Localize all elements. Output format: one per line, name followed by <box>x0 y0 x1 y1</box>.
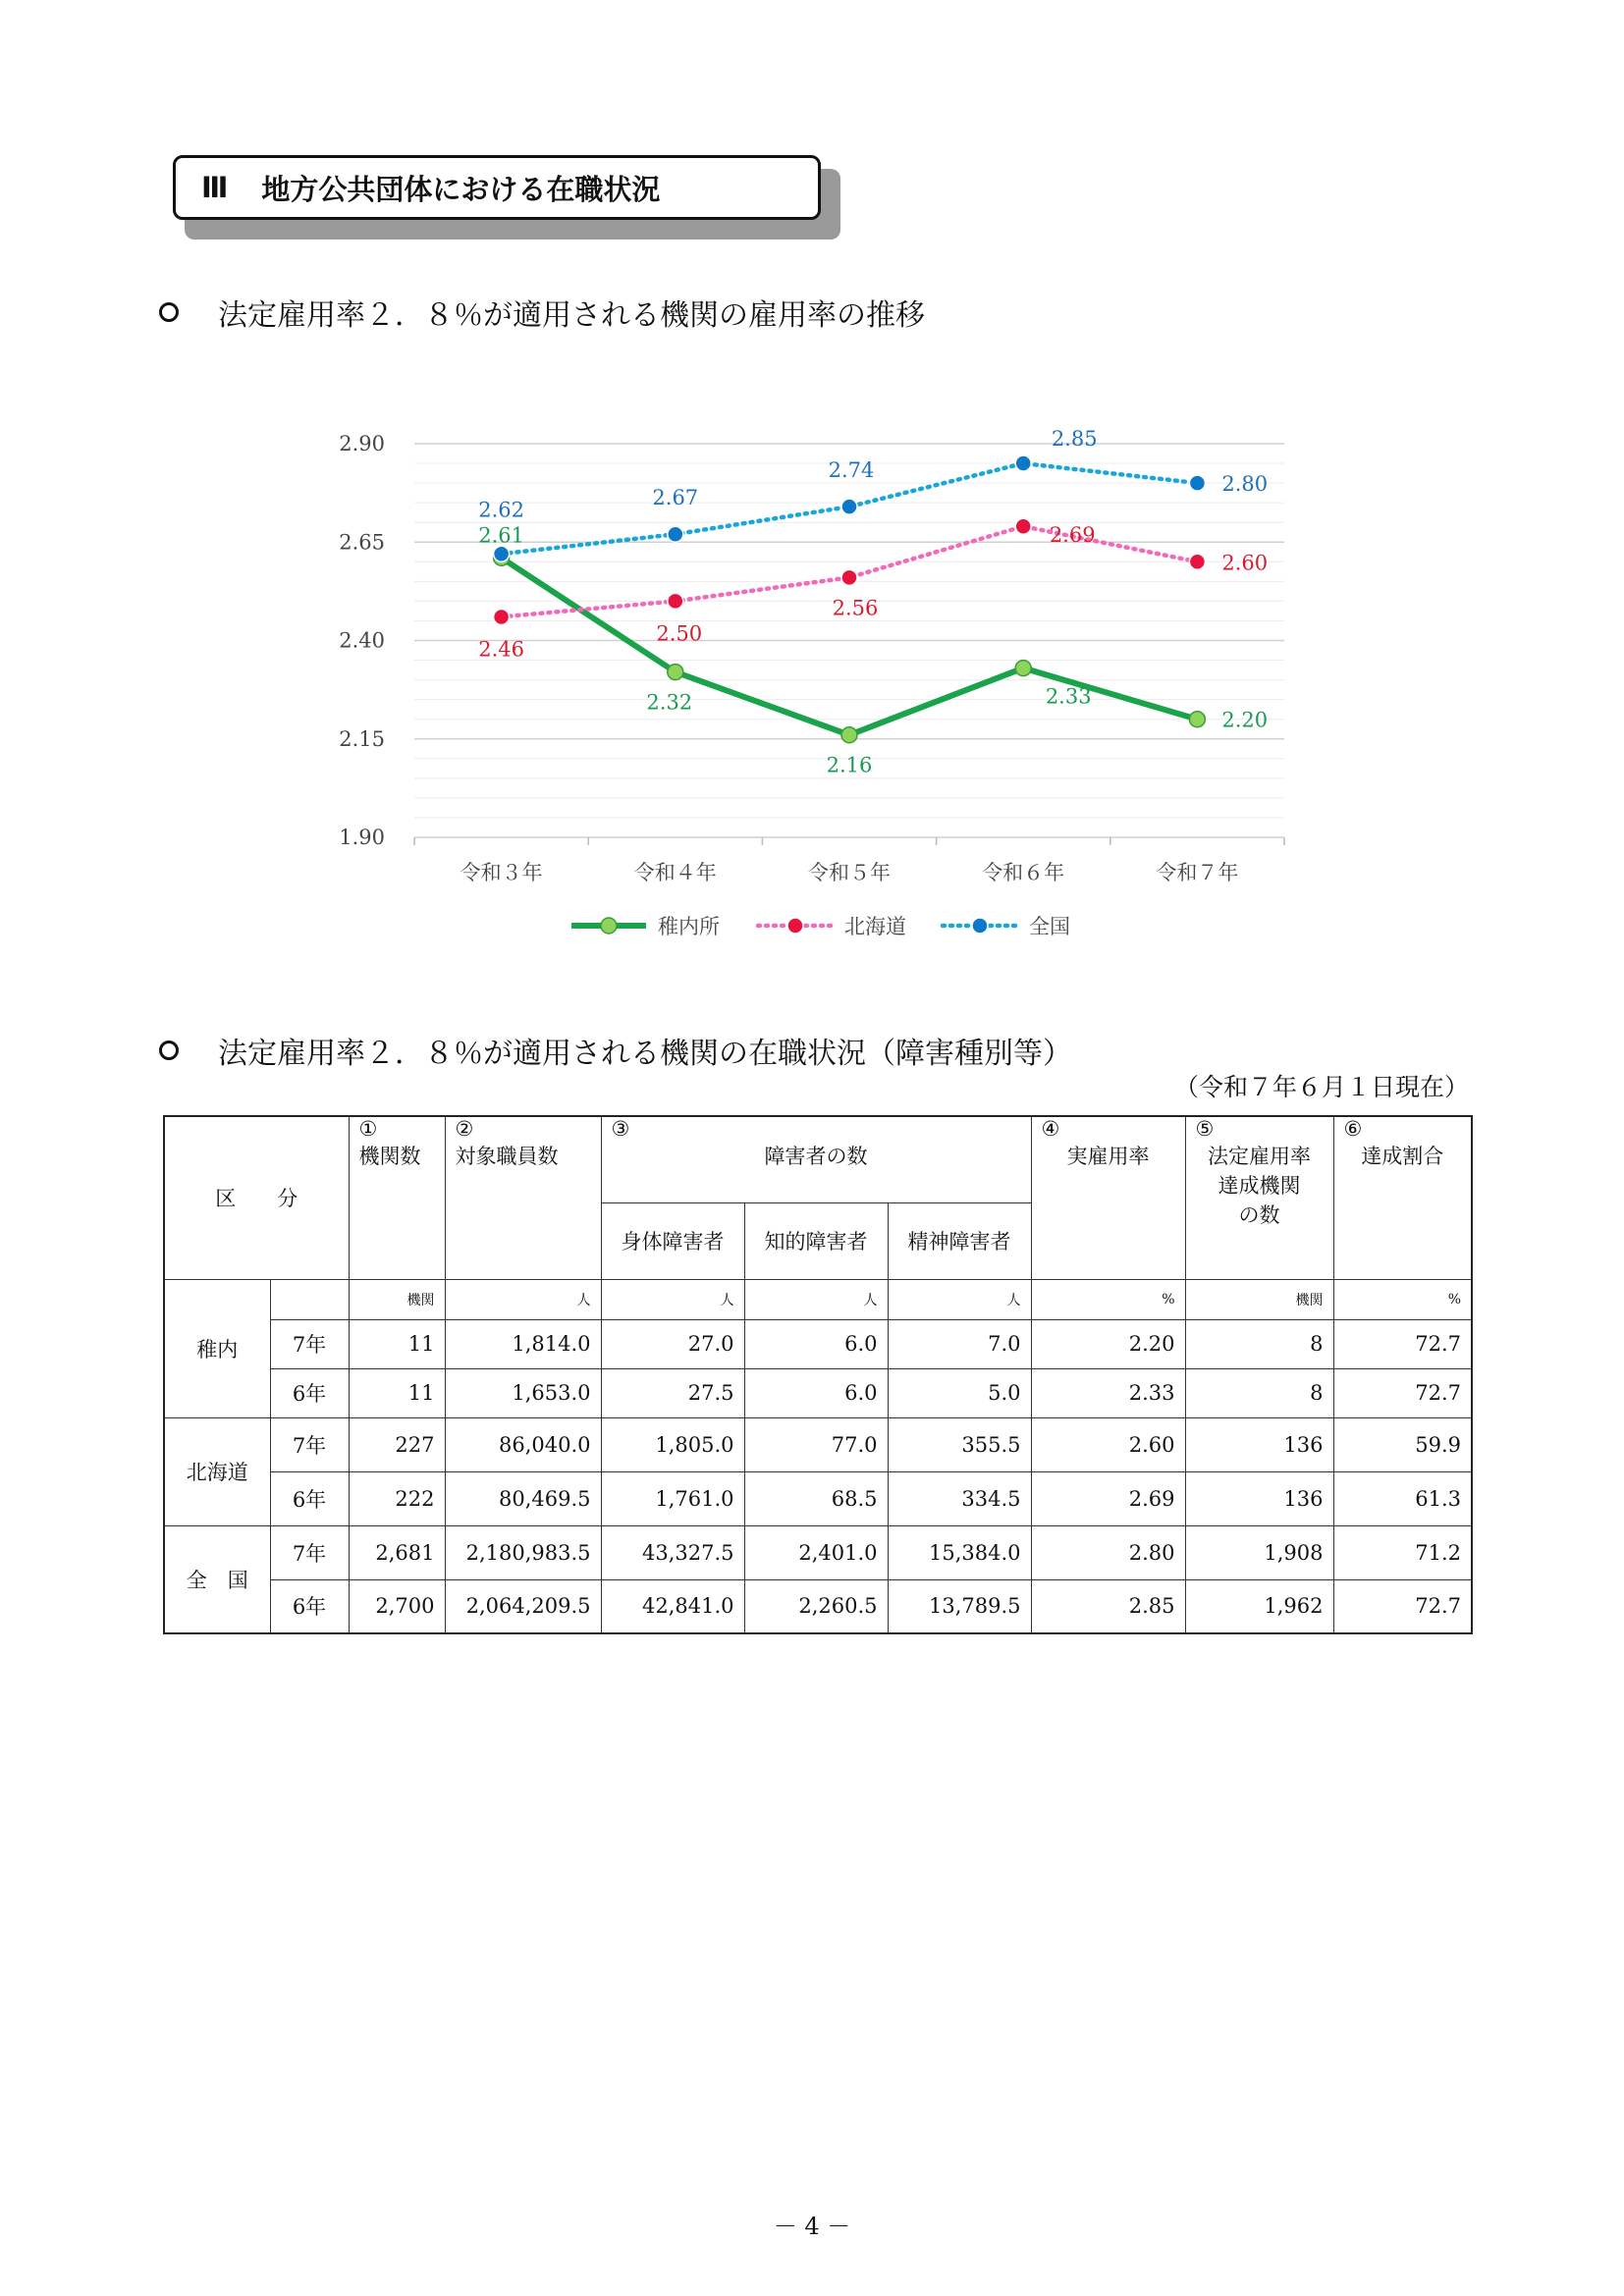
data-label: 2.50 <box>656 621 703 646</box>
table-row <box>164 1417 1472 1471</box>
data-point <box>841 569 857 585</box>
value-cell: 2,064,209.5 <box>445 1579 601 1633</box>
section-title-box <box>173 155 821 220</box>
value-cell: 1,653.0 <box>445 1368 601 1417</box>
heading-trend-text: 法定雇用率２．８％が適用される機関の雇用率の推移 <box>218 298 925 333</box>
value-cell: 1,805.0 <box>601 1417 744 1471</box>
value-cell: 2.80 <box>1031 1525 1185 1579</box>
y-tick-label: 2.15 <box>339 726 385 751</box>
data-point <box>841 499 857 514</box>
value-cell: 1,761.0 <box>601 1471 744 1525</box>
value-cell: 136 <box>1185 1417 1333 1471</box>
data-label: 2.80 <box>1221 472 1269 497</box>
x-tick-label: 令和６年 <box>982 861 1065 884</box>
value-cell: 8 <box>1185 1319 1333 1368</box>
y-tick-label: 2.40 <box>339 628 385 653</box>
value-cell: 2,401.0 <box>744 1525 888 1579</box>
value-cell: 59.9 <box>1333 1417 1472 1471</box>
data-label: 2.16 <box>826 753 873 777</box>
value-cell: 2.60 <box>1031 1417 1185 1471</box>
legend-marker <box>601 918 617 934</box>
value-cell: 5.0 <box>888 1368 1031 1417</box>
value-cell: 2,180,983.5 <box>445 1525 601 1579</box>
table-row <box>164 1368 1472 1417</box>
value-cell: 42,841.0 <box>601 1579 744 1633</box>
group-name: 稚内 <box>164 1279 270 1417</box>
table-row <box>164 1525 1472 1579</box>
value-cell: 1,814.0 <box>445 1319 601 1368</box>
legend-marker <box>972 918 988 934</box>
x-tick-label: 令和５年 <box>808 861 891 884</box>
data-point <box>1189 712 1205 727</box>
value-cell: 27.0 <box>601 1319 744 1368</box>
data-point <box>494 609 510 624</box>
value-cell: 13,789.5 <box>888 1579 1031 1633</box>
value-cell: 2,700 <box>349 1579 445 1633</box>
header-col2: ② 対象職員数 <box>445 1116 601 1279</box>
data-point <box>668 665 683 680</box>
y-tick-label: 2.65 <box>339 530 385 555</box>
value-cell: 2.69 <box>1031 1471 1185 1525</box>
header-kubun: 区 分 <box>164 1116 349 1279</box>
value-cell: 2.85 <box>1031 1579 1185 1633</box>
heading-trend <box>159 291 925 334</box>
value-cell: 77.0 <box>744 1417 888 1471</box>
value-cell: 27.5 <box>601 1368 744 1417</box>
value-cell: 15,384.0 <box>888 1525 1031 1579</box>
unit-label: 人 <box>744 1279 888 1319</box>
heading-status <box>159 1029 1072 1072</box>
value-cell: 61.3 <box>1333 1471 1472 1525</box>
unit-label: % <box>1031 1279 1185 1319</box>
data-point <box>1015 518 1031 534</box>
page-number: － 4 － <box>773 2213 851 2240</box>
header-col1: ① 機関数 <box>349 1116 445 1279</box>
value-cell: 11 <box>349 1319 445 1368</box>
table-row <box>164 1579 1472 1633</box>
value-cell: 11 <box>349 1368 445 1417</box>
data-point <box>1189 475 1205 491</box>
data-label: 2.69 <box>1049 523 1096 548</box>
y-tick-label: 2.90 <box>339 432 385 455</box>
unit-label: 機関 <box>349 1279 445 1319</box>
value-cell: 68.5 <box>744 1471 888 1525</box>
value-cell: 2,260.5 <box>744 1579 888 1633</box>
employment-rate-chart <box>314 388 1316 957</box>
value-cell: 1,908 <box>1185 1525 1333 1579</box>
unit-label: 機関 <box>1185 1279 1333 1319</box>
value-cell: 1,962 <box>1185 1579 1333 1633</box>
unit-label: 人 <box>888 1279 1031 1319</box>
legend-marker <box>787 918 803 934</box>
header-col5: ⑤ 法定雇用率 達成機関 の数 <box>1185 1116 1333 1279</box>
header-col4: ④ 実雇用率 <box>1031 1116 1185 1279</box>
value-cell: 334.5 <box>888 1471 1031 1525</box>
value-cell: 6.0 <box>744 1368 888 1417</box>
x-tick-label: 令和７年 <box>1156 861 1239 884</box>
unit-label: 人 <box>601 1279 744 1319</box>
data-label: 2.56 <box>832 596 879 620</box>
data-point <box>668 526 683 542</box>
table-row <box>164 1319 1472 1368</box>
year-cell: 6年 <box>270 1471 349 1525</box>
value-cell: 355.5 <box>888 1417 1031 1471</box>
data-label: 2.85 <box>1051 427 1098 452</box>
data-label: 2.74 <box>828 458 875 483</box>
as-of-date: （令和７年６月１日現在） <box>1173 1073 1469 1101</box>
data-point <box>1015 455 1031 471</box>
unit-label: % <box>1333 1279 1472 1319</box>
status-table <box>163 1115 1473 1634</box>
header-col3c: 精神障害者 <box>888 1202 1031 1279</box>
table-row <box>164 1279 1472 1319</box>
value-cell: 222 <box>349 1471 445 1525</box>
header-col6: ⑥ 達成割合 <box>1333 1116 1472 1279</box>
data-point <box>1189 554 1205 569</box>
value-cell: 2.20 <box>1031 1319 1185 1368</box>
value-cell: 71.2 <box>1333 1525 1472 1579</box>
data-point <box>1015 661 1031 676</box>
bullet-circle-icon <box>159 302 179 322</box>
value-cell: 43,327.5 <box>601 1525 744 1579</box>
header-col3a: 身体障害者 <box>601 1202 744 1279</box>
legend-label: 全国 <box>1029 915 1070 938</box>
section-numeral: Ⅲ <box>201 171 229 204</box>
value-cell: 72.7 <box>1333 1579 1472 1633</box>
data-label: 2.62 <box>478 498 524 522</box>
unit-blank <box>270 1279 349 1319</box>
y-tick-label: 1.90 <box>339 826 385 849</box>
table-row <box>164 1471 1472 1525</box>
unit-label: 人 <box>445 1279 601 1319</box>
value-cell: 86,040.0 <box>445 1417 601 1471</box>
value-cell: 80,469.5 <box>445 1471 601 1525</box>
data-label: 2.67 <box>652 486 699 510</box>
data-label: 2.20 <box>1221 708 1269 732</box>
header-col3b: 知的障害者 <box>744 1202 888 1279</box>
value-cell: 6.0 <box>744 1319 888 1368</box>
value-cell: 136 <box>1185 1471 1333 1525</box>
year-cell: 7年 <box>270 1319 349 1368</box>
data-label: 2.32 <box>646 690 693 715</box>
year-cell: 6年 <box>270 1579 349 1633</box>
legend-label: 稚内所 <box>658 915 720 938</box>
value-cell: 227 <box>349 1417 445 1471</box>
value-cell: 8 <box>1185 1368 1333 1417</box>
year-cell: 6年 <box>270 1368 349 1417</box>
legend-label: 北海道 <box>844 915 906 938</box>
group-name: 全 国 <box>164 1525 270 1633</box>
value-cell: 72.7 <box>1333 1368 1472 1417</box>
data-point <box>494 546 510 561</box>
value-cell: 2,681 <box>349 1525 445 1579</box>
data-point <box>841 727 857 743</box>
data-label: 2.60 <box>1221 551 1269 575</box>
header-col3: ③ 障害者の数 <box>601 1116 1031 1202</box>
data-label: 2.33 <box>1045 684 1092 709</box>
data-point <box>668 593 683 609</box>
bullet-circle-icon <box>159 1041 179 1060</box>
year-cell: 7年 <box>270 1525 349 1579</box>
section-title: 地方公共団体における在職状況 <box>261 172 661 206</box>
value-cell: 72.7 <box>1333 1319 1472 1368</box>
value-cell: 2.33 <box>1031 1368 1185 1417</box>
year-cell: 7年 <box>270 1417 349 1471</box>
x-tick-label: 令和４年 <box>633 861 717 884</box>
heading-status-text: 法定雇用率２．８％が適用される機関の在職状況（障害種別等） <box>218 1037 1072 1071</box>
x-tick-label: 令和３年 <box>460 861 543 884</box>
data-label: 2.46 <box>478 637 524 662</box>
group-name: 北海道 <box>164 1417 270 1525</box>
value-cell: 7.0 <box>888 1319 1031 1368</box>
data-label: 2.61 <box>478 523 524 548</box>
